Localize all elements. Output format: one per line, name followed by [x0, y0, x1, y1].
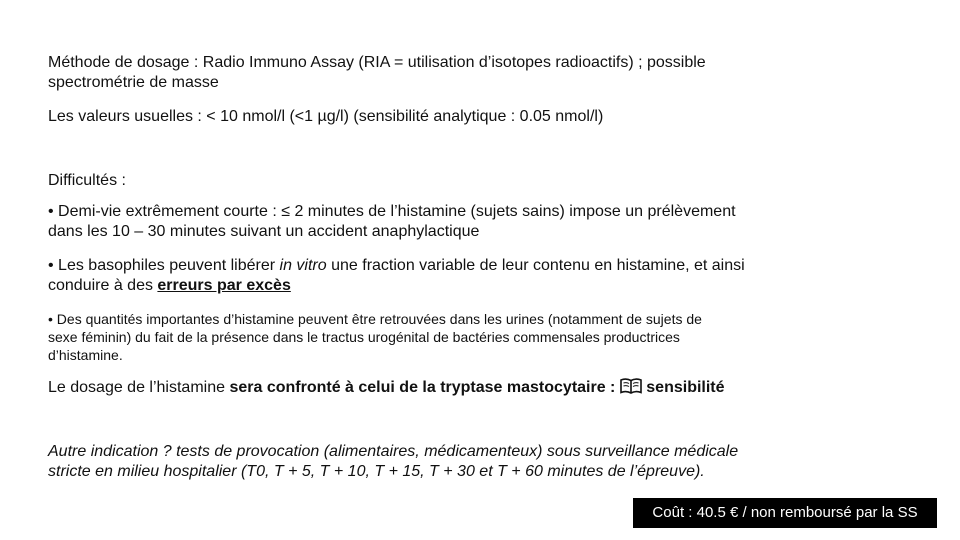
- other-indication-line-1: Autre indication ? tests de provocation (alimentaires, médicamenteux) sous surveillance médicale: [48, 443, 739, 460]
- method-line-2: spectrométrie de masse: [48, 74, 219, 91]
- difficulty-item-2-post: une fraction variable de leur contenu en histamine, et ainsi: [326, 257, 745, 274]
- difficulty-item-2-pre: • Les basophiles peuvent libérer: [48, 257, 280, 274]
- usual-values: Les valeurs usuelles : < 10 nmol/l (<1 µg/l) (sensibilité analytique : 0.05 nmol/l): [48, 108, 604, 125]
- difficulty-item-3-line-2: sexe féminin) du fait de la présence dans le tractus urogénital de bactéries commensales productrices: [48, 329, 680, 345]
- difficulty-item-1-line-2: dans les 10 – 30 minutes suivant un accident anaphylactique: [48, 223, 480, 240]
- difficulty-item-2-line-2-pre: conduire à des: [48, 277, 158, 294]
- in-vitro-text: in vitro: [279, 257, 327, 274]
- comparison-paragraph: [48, 378, 878, 398]
- difficulty-item-3-line-3: d’histamine.: [48, 347, 123, 363]
- cost-badge: Coût : 40.5 € / non remboursé par la SS: [633, 498, 937, 528]
- difficulty-item-2: [48, 256, 878, 296]
- difficulty-item-3: [48, 310, 878, 364]
- difficulty-item-1: [48, 202, 878, 242]
- method-line-1: Méthode de dosage : Radio Immuno Assay (RIA = utilisation d’isotopes radioactifs) ; possible: [48, 54, 706, 71]
- other-indication: [48, 442, 878, 482]
- difficulty-item-1-line-1: • Demi-vie extrêmement courte : ≤ 2 minutes de l’histamine (sujets sains) impose un prélèvement: [48, 203, 736, 220]
- comparison-bold: sera confronté à celui de la tryptase mastocytaire :: [229, 379, 620, 396]
- other-indication-line-2: stricte en milieu hospitalier (T0, T + 5, T + 10, T + 15, T + 30 et T + 60 minutes de l’épreuve).: [48, 463, 705, 480]
- difficulty-item-3-line-1: • Des quantités importantes d’histamine peuvent être retrouvées dans les urines (notamment de sujets de: [48, 311, 702, 327]
- comparison-pre: Le dosage de l’histamine: [48, 379, 230, 396]
- book-icon: [620, 378, 642, 394]
- errors-excess-text: erreurs par excès: [157, 277, 291, 294]
- difficulties-title: Difficultés :: [48, 172, 126, 189]
- comparison-post: sensibilité: [641, 379, 725, 396]
- method-paragraph: [48, 53, 878, 93]
